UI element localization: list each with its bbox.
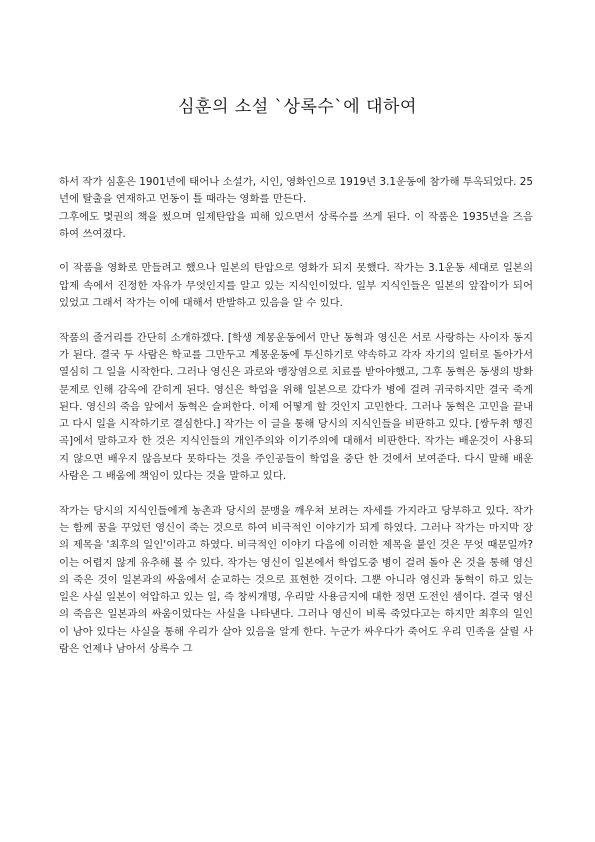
paragraph-summary: 작품의 줄거리를 간단히 소개하겠다. [학생 계몽운동에서 만난 동혁과 영신은 서로 사랑하는 사이자 동지가 된다. 결국 두 사람은 학교를 그만두고 계몽운동에 투신하기로 약속하고 각자 자기의 일터로 돌아가서 열심히 그 일을 시작한다. 그러나 영신은 과로와 맹장염으로 치료를 받아야했고, 그후 동혁은 동생의 방화문제로 인해 감옥에 갇히게 된다. 영신은 학업을 위해 일본으로 갔다가 병에 걸려 귀국하지만 결국 죽게 된다. 영신의 죽음 앞에서 동혁은 슬퍼한다. 이제 어떻게 할 것인지 고민한다. 그러나 동혁은 고민을 끝내고 다시 일을 시작하기로 결심한다.] 작가는 이 글을 통해 당시의 지식인들을 비판하고 있다. [쌍두취 행진곡]에서 말하고자 한 것은 지식인들의 개인주의와 이기주의에 대해서 비판한다. 작가는 배운것이 사용되지 않으면 배우지 않음보다 못하다는 것을 주인공들이 학업을 중단 한 것에서 보여준다. 다시 말해 배운 사람은 그 배움에 책임이 있다는 것을 말하고 있다. xyxy=(59,331,533,483)
paragraph-film: 이 작품을 영화로 만들려고 했으나 일본의 탄압으로 영화가 되지 못했다. 작가는 3.1운동 세대로 일본의 압제 속에서 진정한 자유가 무엇인지를 알고 있는 지식인이었다. 일부 지식인들은 일본의 앞잡이가 되어 있었고 그래서 작가는 이에 대해서 반발하고 있음을 알 수 있다. xyxy=(59,262,533,310)
paragraph-background: 그후에도 몇권의 책을 썼으며 일제탄압을 피해 있으면서 상록수를 쓰게 된다. 이 작품은 1935년을 즈음하여 쓰여졌다. xyxy=(59,210,533,240)
document-title: 심훈의 소설 `상록수`에 대하여 xyxy=(178,97,417,117)
document-body xyxy=(59,174,533,658)
paragraph-intro: 하서 작가 심훈은 1901년에 태어나 소설가, 시인, 영화인으로 1919년 3.1운동에 참가해 투옥되었다. 25년에 탈출을 연재하고 먼동이 틀 때라는 영화를 만든다. xyxy=(59,176,533,206)
paragraph-analysis: 작가는 당시의 지식인들에게 농촌과 당시의 문맹을 깨우쳐 보려는 자세를 가지라고 당부하고 있다. 작가는 함께 꿈을 꾸었던 영신이 죽는 것으로 하여 비극적인 이야기가 되게 하였다. 그러나 작가는 마지막 장의 제목을 '최후의 일인'이라고 하였다. 비극적인 이야기 다음에 이러한 제목을 붙인 것은 무엇 때문일까? 이는 어렵지 않게 유추해 볼 수 있다. 작가는 영신이 일본에서 학업도중 병이 걸려 돌아 온 것을 통해 영신의 죽은 것이 일본과의 싸움에서 순교하는 것으로 표현한 것이다. 그뿐 아니라 영신과 동혁이 하고 있는 일은 사실 일본이 억압하고 있는 일, 즉 창씨개명, 우리말 사용금지에 대한 정면 도전인 셈이다. 결국 영신의 죽음은 일본과의 싸움이었다는 사실을 나타낸다. 그러나 영신이 비록 죽었다고는 하지만 최후의 일인이 남아 있다는 사실을 통해 우리가 살아 있음을 알게 한다. 누군가 싸우다가 죽어도 우리 민족을 살릴 사람은 언제나 남아서 상록수 그 xyxy=(59,504,533,656)
